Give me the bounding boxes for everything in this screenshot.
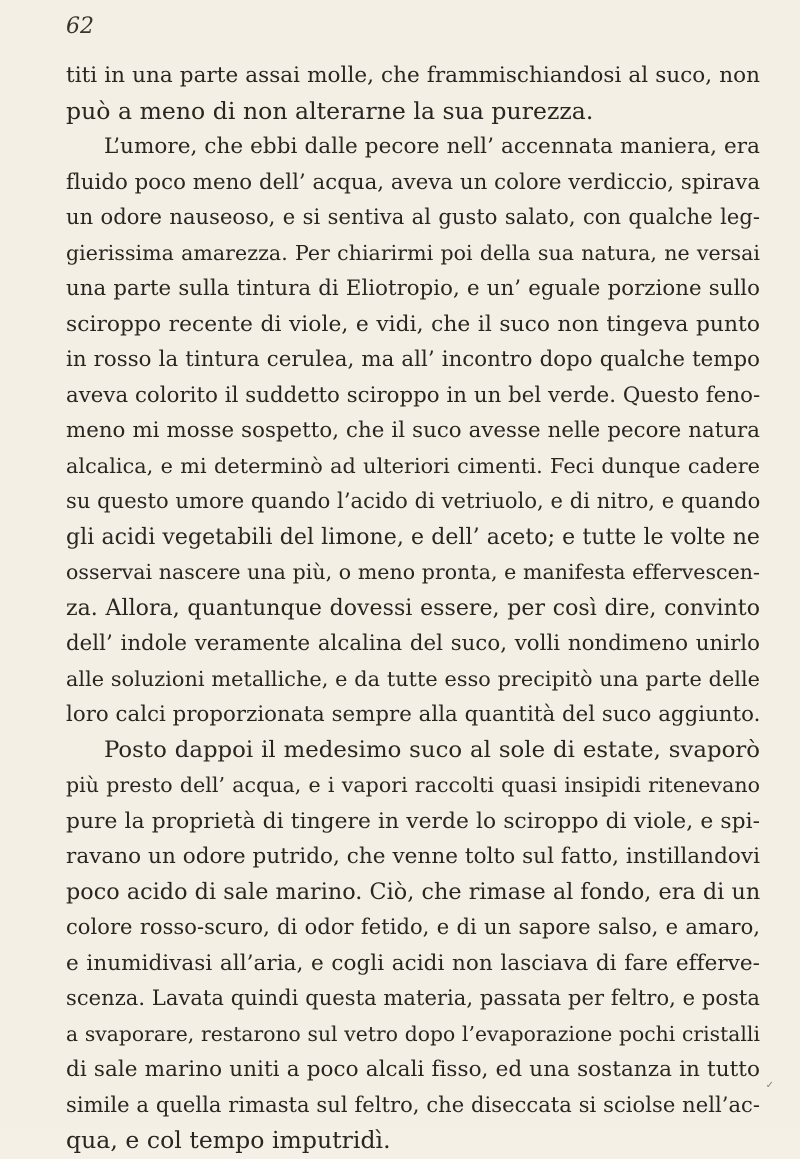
text-line: ravano un odore putrido, che venne tolto sul fatto, instillandovi xyxy=(66,844,760,869)
text-line: alle soluzioni metalliche, e da tutte esso precipitò una parte delle xyxy=(66,666,760,691)
text-line: alcalica, e mi determinò ad ulteriori cimenti. Feci dunque cadere xyxy=(66,453,760,478)
text-line: colore rosso-scuro, di odor fetido, e di un sapore salso, e amaro, xyxy=(66,915,760,939)
text-line: Posto dappoi il medesimo suco al sole di estate, svaporò xyxy=(104,736,760,763)
body-text xyxy=(66,58,760,1159)
text-line: e inumidivasi all’aria, e cogli acidi non lasciava di fare efferve- xyxy=(66,950,760,976)
text-line: sciroppo recente di viole, e vidi, che il suco non tingeva punto xyxy=(66,311,760,337)
text-line: fluido poco meno dell’ acqua, aveva un colore verdiccio, spirava xyxy=(66,169,761,195)
text-line: za. Allora, quantunque dovessi essere, per così dire, convinto xyxy=(66,595,760,621)
text-line: a svaporare, restarono sul vetro dopo l’evaporazione pochi cristalli xyxy=(66,1021,760,1046)
text-line: una parte sulla tintura di Eliotropio, e un’ eguale porzione sullo xyxy=(66,276,760,301)
text-line: scenza. Lavata quindi questa materia, passata per feltro, e posta xyxy=(66,986,760,1010)
text-line: L’umore, che ebbi dalle pecore nell’ accennata maniera, era xyxy=(104,134,760,159)
text-line: pure la proprietà di tingere in verde lo sciroppo di viole, e spi- xyxy=(66,808,760,834)
text-line: titi in una parte assai molle, che frammischiandosi al suco, non xyxy=(66,63,760,88)
text-line: aveva colorito il suddetto sciroppo in un bel verde. Questo feno- xyxy=(66,382,761,408)
text-line: qua, e col tempo imputridì. xyxy=(66,1126,391,1154)
text-line: può a meno di non alterarne la sua purezza. xyxy=(66,96,594,125)
text-line: di sale marino uniti a poco alcali fisso, ed una sostanza in tutto xyxy=(66,1057,760,1082)
text-line: gierissima amarezza. Per chiarirmi poi della sua natura, ne versai xyxy=(66,240,760,265)
text-line: meno mi mosse sospetto, che il suco avesse nelle pecore natura xyxy=(66,418,760,443)
text-line: poco acido di sale marino. Ciò, che rimase al fondo, era di un xyxy=(66,878,761,905)
text-line: loro calci proporzionata sempre alla quantità del suco aggiunto. xyxy=(66,702,761,727)
text-line: un odore nauseoso, e si sentiva al gusto salato, con qualche leg- xyxy=(66,205,760,229)
text-line: osservai nascere una più, o meno pronta, e manifesta effervescen- xyxy=(66,560,760,584)
text-line: gli acidi vegetabili del limone, e dell’ aceto; e tutte le volte ne xyxy=(66,524,760,550)
text-line: simile a quella rimasta sul feltro, che diseccata si sciolse nell’ac- xyxy=(66,1092,760,1117)
text-line: in rosso la tintura cerulea, ma all’ incontro dopo qualche tempo xyxy=(66,347,760,372)
text-line: dell’ indole veramente alcalina del suco, volli nondimeno unirlo xyxy=(66,631,760,656)
text-line: più presto dell’ acqua, e i vapori raccolti quasi insipidi ritenevano xyxy=(66,773,760,797)
page-number: 62 xyxy=(66,14,94,39)
corner-mark: ✓ xyxy=(765,1080,774,1091)
text-line: su questo umore quando l’acido di vetriuolo, e di nitro, e quando xyxy=(66,489,761,513)
